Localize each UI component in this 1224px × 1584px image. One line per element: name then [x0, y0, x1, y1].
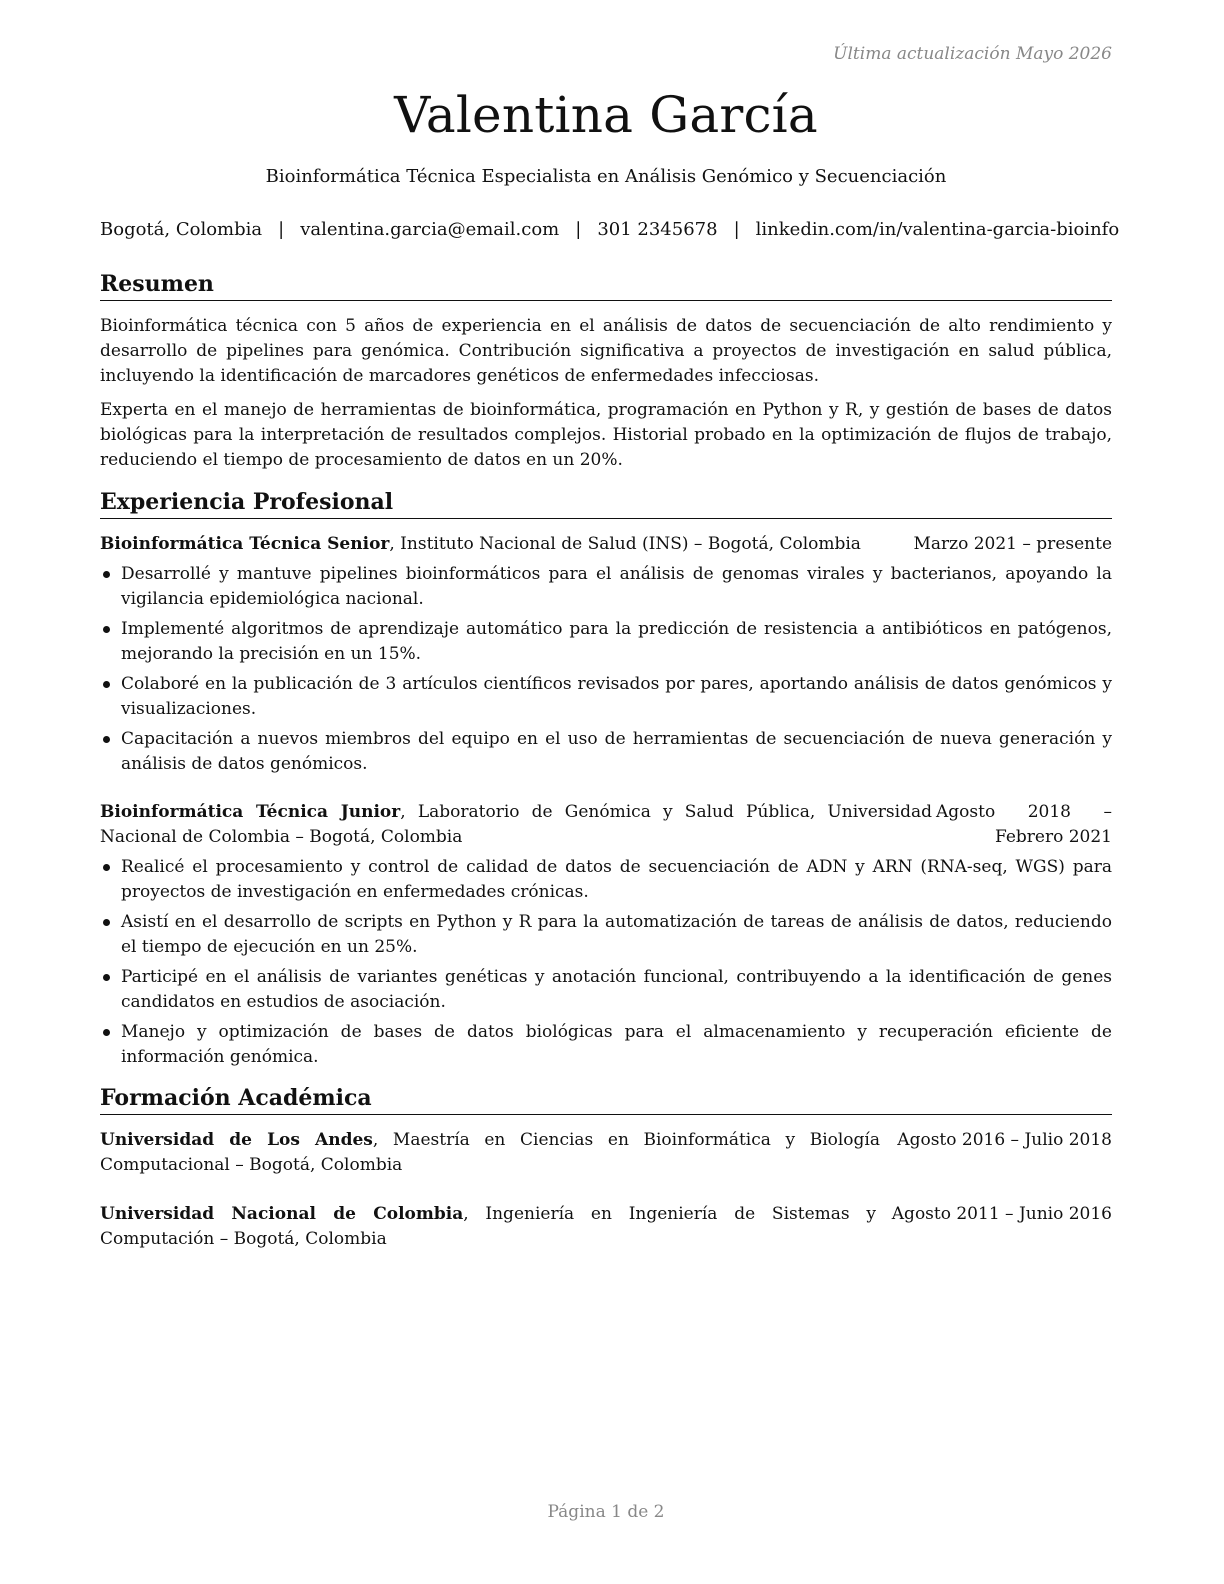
education-title-line	[100, 1128, 880, 1178]
education-title-line	[100, 1202, 876, 1252]
bullet-dot-icon	[103, 1029, 110, 1036]
education-school: Universidad Nacional de Colombia	[100, 1204, 464, 1224]
bullet-dot-icon	[103, 626, 110, 633]
list-item	[100, 965, 1112, 1015]
education-school: Universidad de Los Andes	[100, 1130, 373, 1150]
education-degree: , Maestría en Ciencias en Bioinformática y Biología Computacional – Bogotá, Colombia	[100, 1130, 881, 1175]
job-role: Bioinformática Técnica Senior	[100, 534, 390, 554]
last-updated: Última actualización Mayo 2026	[833, 44, 1112, 64]
job-org: , Laboratorio de Genómica y Salud Pública, Universidad Nacional de Colombia – Bogotá, Colombia	[100, 802, 932, 847]
summary-paragraph: Experta en el manejo de herramientas de bioinformática, programación en Python y R, y gestión de bases de datos biológicas para la interpretación de resultados complejos. Historial probado en la optimización de flujos de trabajo, reduciendo el tiempo de procesamiento de datos en un 20%.	[100, 400, 1112, 470]
bullet-text: Implementé algoritmos de aprendizaje automático para la predicción de resistencia a antibióticos en patógenos, mejorando la precisión en un 15%.	[121, 619, 1112, 664]
contact-phone: 301 2345678	[597, 219, 718, 240]
education-degree: , Ingeniería en Ingeniería de Sistemas y Computación – Bogotá, Colombia	[100, 1204, 876, 1249]
bullet-text: Participé en el análisis de variantes genéticas y anotación funcional, contribuyendo a la identificación de genes candidatos en estudios de asociación.	[121, 967, 1112, 1012]
list-item	[100, 910, 1112, 960]
job-header	[100, 532, 1112, 557]
bullet-text: Manejo y optimización de bases de datos biológicas para el almacenamiento y recuperación eficiente de información genómica.	[121, 1022, 1112, 1067]
contact-separator: |	[278, 219, 285, 240]
job-title-line	[100, 800, 932, 850]
candidate-name: Valentina García	[394, 86, 818, 144]
job-title-line	[100, 532, 861, 557]
bullet-text: Desarrollé y mantuve pipelines bioinformáticos para el análisis de genomas virales y bacterianos, apoyando la vigilancia epidemiológica nacional.	[121, 564, 1112, 609]
education-entry	[100, 1128, 1112, 1178]
job-dates: Agosto 2018 – Febrero 2021	[936, 802, 1112, 847]
job-org: , Instituto Nacional de Salud (INS) – Bogotá, Colombia	[389, 534, 861, 554]
list-item	[100, 617, 1112, 667]
bullet-dot-icon	[103, 864, 110, 871]
bullet-text: Colaboré en la publicación de 3 artículos científicos revisados por pares, aportando análisis de datos genómicos y visualizaciones.	[121, 674, 1112, 719]
resume-page	[100, 0, 1120, 1584]
education-dates: Agosto 2011 – Junio 2016	[891, 1204, 1112, 1224]
job-header	[100, 800, 1112, 850]
bullet-dot-icon	[103, 974, 110, 981]
list-item	[100, 1020, 1112, 1070]
education-dates: Agosto 2016 – Julio 2018	[897, 1130, 1112, 1150]
contact-separator: |	[575, 219, 582, 240]
bullet-dot-icon	[103, 736, 110, 743]
job-dates: Marzo 2021 – presente	[913, 534, 1112, 554]
contact-separator: |	[733, 219, 740, 240]
contact-linkedin[interactable]: linkedin.com/in/valentina-garcia-bioinfo	[755, 219, 1120, 240]
list-item	[100, 562, 1112, 612]
summary-paragraph: Bioinformática técnica con 5 años de experiencia en el análisis de datos de secuenciación de alto rendimiento y desarrollo de pipelines para genómica. Contribución significativa a proyectos de investigación en salud pública, incluyendo la identificación de marcadores genéticos de enfermedades infecciosas.	[100, 316, 1112, 386]
section-title-summary: Resumen	[100, 270, 1112, 301]
job-bullets	[100, 855, 1112, 1075]
list-item	[100, 727, 1112, 777]
education-entry	[100, 1202, 1112, 1252]
bullet-text: Asistí en el desarrollo de scripts en Python y R para la automatización de tareas de análisis de datos, reduciendo el tiempo de ejecución en un 25%.	[121, 912, 1112, 957]
section-title-education: Formación Académica	[100, 1084, 1112, 1115]
bullet-dot-icon	[103, 919, 110, 926]
contact-email[interactable]: valentina.garcia@email.com	[300, 219, 560, 240]
headline: Bioinformática Técnica Especialista en Análisis Genómico y Secuenciación	[265, 166, 947, 187]
section-title-experience: Experiencia Profesional	[100, 488, 1112, 519]
bullet-dot-icon	[103, 571, 110, 578]
list-item	[100, 855, 1112, 905]
job-bullets	[100, 562, 1112, 782]
contact-location: Bogotá, Colombia	[100, 219, 263, 240]
job-role: Bioinformática Técnica Junior	[100, 802, 401, 822]
bullet-text: Capacitación a nuevos miembros del equipo en el uso de herramientas de secuenciación de nueva generación y análisis de datos genómicos.	[121, 729, 1112, 774]
contact-line	[100, 219, 1120, 240]
bullet-dot-icon	[103, 681, 110, 688]
bullet-text: Realicé el procesamiento y control de calidad de datos de secuenciación de ADN y ARN (RNA-seq, WGS) para proyectos de investigación en enfermedades crónicas.	[121, 857, 1112, 902]
list-item	[100, 672, 1112, 722]
page-number: Página 1 de 2	[547, 1502, 665, 1522]
